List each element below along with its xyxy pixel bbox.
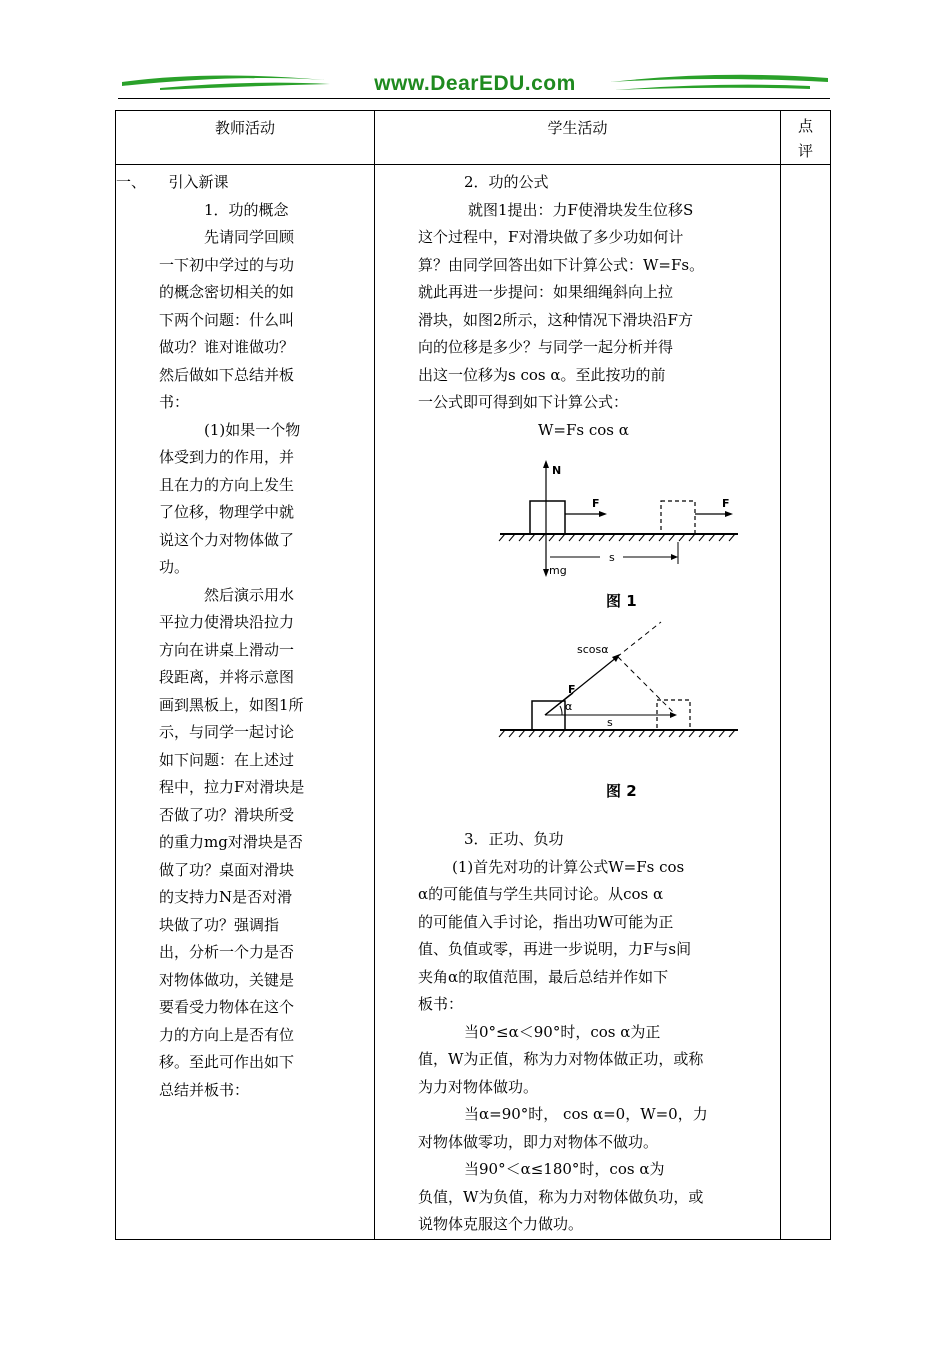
teacher-lines-line: 块做了功？强调指 [159, 915, 280, 934]
teacher-lines-line: 先请同学回顾 [159, 228, 295, 246]
fig1-force-arrowhead [599, 511, 607, 517]
teacher-lines-line: 功。 [159, 558, 190, 576]
figure-2 [499, 622, 738, 800]
student-bottom-line: α的可能值与学生共同讨论。从cos α [418, 885, 664, 903]
student-top-line: 就此再进一步提问：如果细绳斜向上拉 [418, 283, 674, 301]
student-bottom-line: 负值，W为负值，称为力对物体做负功，或 [418, 1187, 704, 1206]
teacher-lines-line: 书： [159, 393, 190, 411]
student-top-line: 一公式即可得到如下计算公式： [418, 393, 629, 411]
comment-header-line2: 评 [797, 142, 813, 160]
comment-header [781, 111, 831, 165]
student-bottom-line: 当0°≤α＜90°时，cos α为正 [464, 1022, 661, 1041]
teacher-header: 教师活动 [116, 111, 375, 165]
fig1-block [530, 501, 565, 534]
student-header: 学生活动 [375, 111, 781, 165]
student-bottom-line: 值、负值或零，再进一步说明，力F与s间 [418, 940, 692, 958]
student-top-line: 就图1提出：力F使滑块发生位移S [468, 200, 694, 219]
fig2-label-s: s [607, 716, 613, 729]
site-logo-text[interactable]: www.DearEDU.com [374, 72, 576, 95]
student-top-line: 这个过程中，F对滑块做了多少功如何计 [418, 228, 684, 246]
physics-figures [375, 444, 738, 826]
comment-header-line1: 点 [797, 117, 813, 135]
fig2-caption: 图 2 [606, 782, 637, 800]
teacher-lines-line: 总结并板书： [159, 1080, 250, 1099]
fig2-disp-arrowhead [670, 712, 677, 718]
teacher-lines-line: 对物体做功，关键是 [159, 970, 295, 989]
lesson-table [115, 110, 831, 1240]
teacher-lines-line: 力的方向上是否有位 [159, 1025, 295, 1044]
student-top-line: 出这一位移为s cos α。至此按功的前 [418, 365, 666, 384]
teacher-lines-line: 一、 引入新课 [116, 173, 229, 191]
teacher-lines-line: 然后做如下总结并板 [159, 365, 295, 384]
teacher-lines-line: 且在力的方向上发生 [159, 475, 295, 494]
teacher-lines-line: 程中，拉力F对滑块是 [159, 778, 305, 796]
comment-cell [781, 165, 831, 1240]
teacher-lines-line: 的概念密切相关的如 [159, 283, 295, 301]
fig1-label-mg: mg [549, 564, 567, 577]
figure-1 [499, 460, 738, 610]
teacher-lines-line: 说这个力对物体做了 [159, 530, 295, 549]
teacher-lines-line: 的支持力N是否对滑 [159, 888, 293, 906]
table-body-row [116, 165, 831, 1240]
student-bottom-line: 值，W为正值，称为力对物体做正功，或称 [418, 1050, 704, 1068]
teacher-lines-line: 移。至此可作出如下 [159, 1053, 295, 1071]
teacher-lines-line: 示，与同学一起讨论 [159, 723, 295, 741]
student-bottom-line: (1)首先对功的计算公式W=Fs cos [452, 857, 685, 876]
teacher-lines-line: 的重力mg对滑块是否 [159, 833, 303, 851]
fig2-hatching [499, 730, 738, 737]
student-top-line: 滑块，如图2所示，这种情况下滑块沿F方 [418, 310, 693, 329]
fig1-force2-arrowhead [725, 511, 733, 517]
fig2-dashed-projection [618, 657, 675, 714]
student-bottom-line: 夹角α的取值范围，最后总结并作如下 [418, 967, 669, 986]
teacher-lines-line: 1．功的概念 [159, 200, 289, 219]
fig1-block-dashed [661, 501, 695, 534]
fig1-normal-arrowhead [543, 460, 549, 468]
student-bottom-line: 当90°＜α≤180°时，cos α为 [464, 1160, 665, 1178]
student-top-line: 算？由同学回答出如下计算公式：W=Fs。 [418, 255, 705, 274]
fig2-label-alpha: α [565, 700, 573, 713]
teacher-lines-line: 画到黑板上，如图1所 [159, 695, 304, 714]
teacher-lines-line: 如下问题：在上述过 [159, 750, 295, 769]
fig1-label-f: F [592, 497, 600, 510]
teacher-lines-line: 做功？谁对谁做功？ [159, 338, 295, 356]
teacher-lines-line: 了位移，物理学中就 [159, 503, 295, 521]
figures-area [418, 444, 780, 826]
student-bottom-line: 的可能值入手讨论，指出功W可能为正 [418, 912, 674, 931]
table-header-row [116, 111, 831, 165]
work-formula: W=Fs cos α [538, 420, 629, 439]
student-bottom-line: 对物体做零功，即力对物体不做功。 [418, 1132, 659, 1151]
fig2-angle-arc [560, 706, 562, 715]
student-activity-text [375, 165, 780, 1239]
teacher-lines-line: 平拉力使滑块沿拉力 [159, 613, 295, 631]
teacher-lines-line: 一下初中学过的与功 [159, 255, 295, 274]
teacher-lines-line: 出，分析一个力是否 [159, 943, 295, 961]
student-bottom-line: 说物体克服这个力做功。 [418, 1215, 584, 1233]
student-top-line: 2．功的公式 [464, 173, 549, 191]
teacher-lines-line: 方向在讲桌上滑动一 [159, 640, 295, 659]
fig1-label-s: s [609, 551, 615, 564]
teacher-lines-line: 否做了功？滑块所受 [159, 805, 295, 824]
fig2-label-scos: scosα [577, 643, 609, 656]
teacher-lines-line: 要看受力物体在这个 [159, 998, 295, 1016]
teacher-lines-line: 下两个问题：什么叫 [159, 310, 295, 329]
header-rule [118, 98, 830, 99]
teacher-lines-line: (1)如果一个物 [159, 420, 301, 439]
student-bottom-line: 板书： [418, 995, 464, 1013]
fig1-disp-arrowhead [671, 554, 678, 560]
fig2-dashed-extension [617, 622, 661, 657]
site-banner [120, 68, 830, 100]
teacher-lines-line: 做了功？桌面对滑块 [159, 860, 295, 879]
teacher-lines-line: 然后演示用水 [159, 585, 295, 604]
fig1-hatching [499, 534, 738, 541]
student-top-line: 向的位移是多少？与同学一起分析并得 [418, 338, 674, 356]
student-activity-cell [375, 165, 781, 1240]
student-bottom-line: 为力对物体做功。 [418, 1077, 539, 1096]
fig1-label-f2: F [722, 497, 730, 510]
teacher-lines-line: 体受到力的作用，并 [159, 448, 295, 466]
teacher-activity-cell [116, 165, 375, 1240]
teacher-lines-line: 段距离，并将示意图 [159, 668, 295, 686]
student-bottom-line: 3．正功、负功 [464, 830, 564, 848]
fig1-caption: 图 1 [606, 592, 637, 610]
student-bottom-line: 当α=90°时， cos α=0，W=0，力 [464, 1105, 708, 1123]
teacher-activity-text [116, 165, 374, 1104]
fig2-label-f: F [568, 683, 576, 696]
fig1-label-n: N [552, 464, 562, 477]
